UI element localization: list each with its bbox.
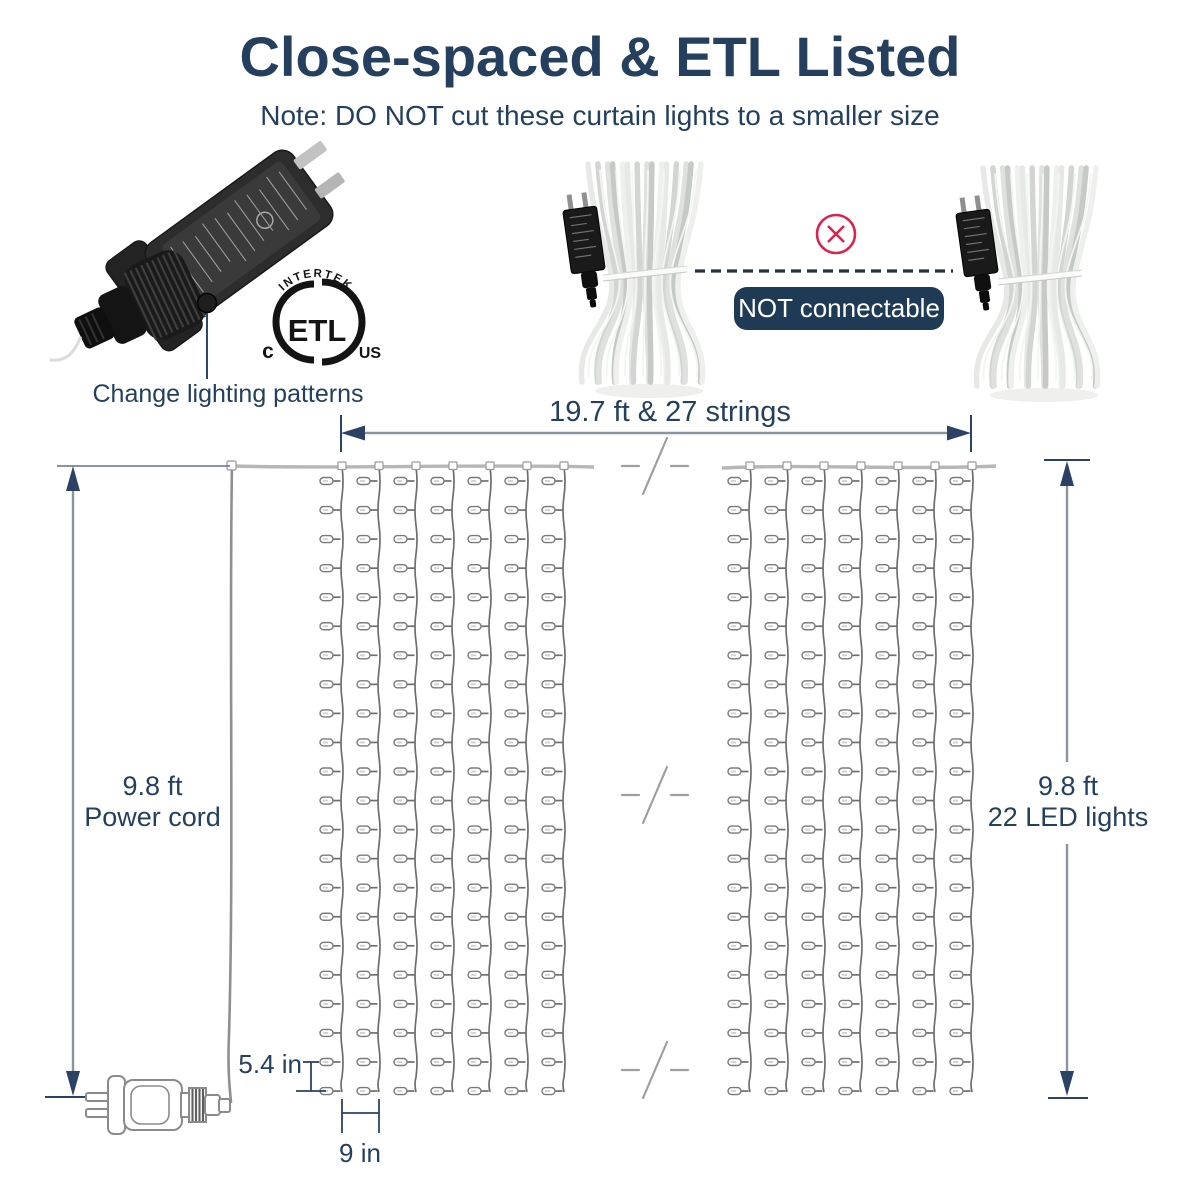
light-bundle-right bbox=[954, 168, 1098, 402]
curtain-panels bbox=[232, 462, 996, 1095]
etl-us-text: US bbox=[358, 345, 382, 362]
right-dim-arrowhead-up bbox=[1060, 461, 1074, 486]
adapter-prong bbox=[293, 140, 328, 170]
led-spacing-label: 5.4 in bbox=[238, 1049, 302, 1079]
not-connectable-badge: NOT connectable bbox=[734, 287, 944, 330]
etl-text: ETL bbox=[287, 313, 347, 349]
right-dimension-line2: 22 LED lights bbox=[987, 802, 1149, 832]
wire-tail bbox=[46, 337, 86, 365]
adapter-prong bbox=[314, 172, 345, 199]
note-text: Note: DO NOT cut these curtain lights to a smaller size bbox=[260, 100, 940, 131]
left-dimension-line2: Power cord bbox=[84, 802, 221, 832]
right-dim-arrowhead-down bbox=[1060, 1071, 1074, 1096]
string-spacing-bracket bbox=[342, 1099, 379, 1133]
not-connectable-icon bbox=[817, 215, 855, 253]
string-spacing-label: 9 in bbox=[339, 1138, 381, 1168]
change-patterns-label: Change lighting patterns bbox=[92, 380, 364, 408]
etl-arc-text: INTERTEK bbox=[276, 267, 355, 294]
light-bundle-left bbox=[561, 164, 703, 398]
width-dimension-label: 19.7 ft & 27 strings bbox=[549, 396, 791, 428]
left-dimension-label bbox=[60, 771, 245, 833]
width-arrowhead-left bbox=[341, 426, 365, 441]
curtain-panel bbox=[320, 462, 568, 1095]
left-dim-arrowhead-down bbox=[66, 1071, 80, 1096]
right-dimension-line1: 9.8 ft bbox=[1037, 771, 1099, 801]
continuation-break-marks bbox=[622, 438, 688, 1098]
power-plug-outline bbox=[86, 1076, 230, 1134]
left-dim-arrowhead-up bbox=[66, 466, 80, 491]
pattern-button bbox=[198, 294, 217, 313]
width-arrowhead-right bbox=[947, 426, 971, 441]
page-title: Close-spaced & ETL Listed bbox=[239, 25, 961, 88]
etl-mark bbox=[262, 268, 381, 363]
right-dimension-label bbox=[968, 771, 1168, 833]
curtain-panel bbox=[728, 462, 976, 1095]
etl-c-text: c bbox=[262, 340, 274, 363]
left-dimension-line1: 9.8 ft bbox=[122, 771, 183, 801]
